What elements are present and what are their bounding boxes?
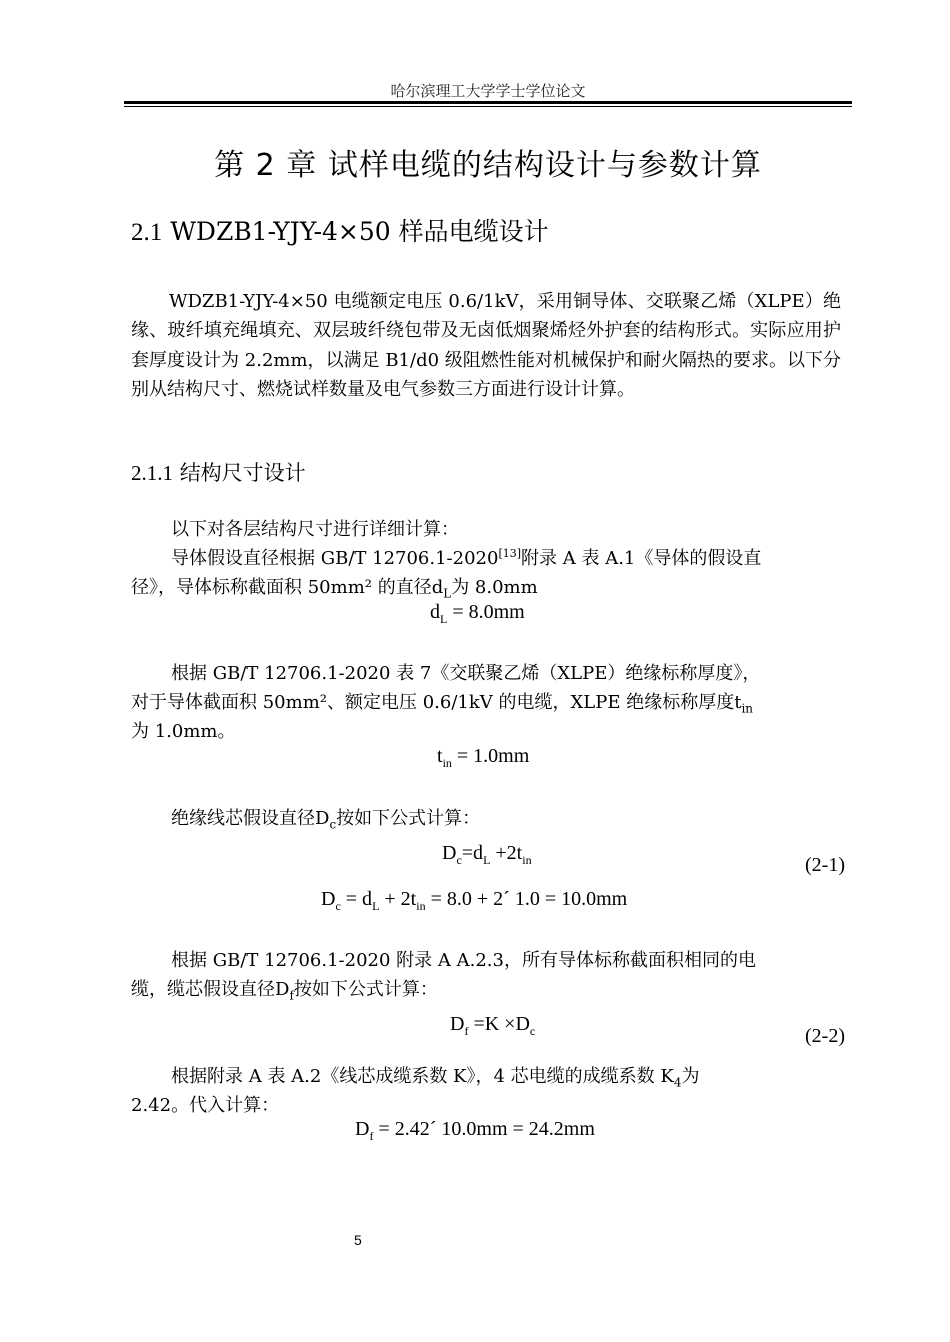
- subsection-number: 2.1.1: [131, 461, 173, 485]
- header-rule-thick: [124, 101, 852, 104]
- section-title: WDZB1-YJY-4×50 样品电缆设计: [170, 217, 549, 246]
- p6-text-a: 根据附录 A 表 A.2《线芯成缆系数 K》，4 芯电缆的成缆系数 K: [171, 1066, 674, 1087]
- p4-text-a: 绝缘线芯假设直径D: [171, 808, 330, 829]
- equation-2-1: [442, 842, 532, 868]
- p5-text-b: 按如下公式计算：: [293, 979, 438, 1000]
- p5-text-a: 缆，缆芯假设直径D: [131, 979, 290, 1000]
- eq1c-d: = 8.0 + 2´ 1.0 = 10.0mm: [425, 888, 628, 910]
- subsection-heading: [131, 457, 306, 487]
- p5-sub: f: [289, 988, 294, 1003]
- p6-text-b: 为: [681, 1066, 700, 1087]
- eq2c-b: = 2.42´ 10.0mm = 24.2mm: [373, 1118, 595, 1140]
- subsection-title: 结构尺寸设计: [179, 461, 306, 485]
- running-header: 哈尔滨理工大学学士学位论文: [390, 82, 586, 100]
- paragraph-2-line-1: [131, 544, 881, 570]
- paragraph-5-line-2: [131, 975, 841, 1003]
- paragraph-5-line-1: 根据 GB/T 12706.1-2020 附录 A A.2.3，所有导体标称截面积相同的电: [171, 950, 756, 971]
- eq1c-c-sub: in: [416, 899, 426, 913]
- equation-2-2-calc: [355, 1118, 595, 1144]
- intro-paragraph: WDZB1-YJY-4×50 电缆额定电压 0.6/1kV，采用铜导体、交联聚乙烯（XLPE）绝缘、玻纤填充绳填充、双层玻纤绕包带及无卤低烟聚烯烃外护套的结构形式。实际应用护套厚度设计为 2.2mm，以满足 B1/d0 级阻燃性能对机械保护和耐火隔热的要求。以下分别从结构尺寸、燃烧试样数量及电气参数三方面进行设计计算。: [131, 291, 841, 401]
- section-number: 2.1: [131, 219, 163, 246]
- eq2-a-sub: f: [464, 1024, 469, 1038]
- eq-tin-sub: in: [442, 756, 452, 770]
- equation-number-2-1: (2-1): [805, 854, 845, 876]
- eq1c-b: = d: [340, 888, 373, 910]
- section-heading: [131, 212, 549, 248]
- header-rule-thin: [124, 106, 852, 107]
- eq1c-a: D: [321, 888, 336, 910]
- eq2-b-sub: c: [529, 1024, 536, 1038]
- chapter-title: 第 2 章 试样电缆的结构设计与参数计算: [214, 148, 762, 183]
- eq2c-a: D: [355, 1118, 370, 1140]
- equation-2-2: [450, 1013, 535, 1039]
- eq1-b: =d: [461, 842, 484, 864]
- p4-sub: c: [329, 817, 337, 832]
- paragraph-1: 以下对各层结构尺寸进行详细计算：: [171, 519, 459, 540]
- eq2-b: =K ×D: [468, 1013, 530, 1035]
- eq1c-b-sub: L: [372, 899, 380, 913]
- eq-dl-sym: d: [430, 601, 440, 623]
- p3-sub: in: [741, 701, 754, 716]
- paragraph-6-line-2: 2.42。代入计算：: [131, 1095, 280, 1116]
- equation-tin: [437, 745, 529, 771]
- eq2-a: D: [450, 1013, 465, 1035]
- paragraph-6-line-1: [131, 1062, 881, 1090]
- page-number: 5: [354, 1232, 362, 1248]
- eq-tin-rhs: = 1.0mm: [451, 745, 530, 767]
- p2-text-a: 导体假设直径根据 GB/T 12706.1-2020: [171, 548, 499, 569]
- eq1-c-sub: in: [522, 853, 532, 867]
- p6-sub: 4: [673, 1075, 682, 1090]
- paragraph-3-line-1: 根据 GB/T 12706.1-2020 表 7《交联聚乙烯（XLPE）绝缘标称厚度》，: [171, 663, 761, 684]
- paragraph-3-line-3: 为 1.0mm。: [131, 721, 236, 742]
- eq1c-a-sub: c: [335, 899, 341, 913]
- p4-text-b: 按如下公式计算：: [336, 808, 481, 829]
- eq1-a-sub: c: [456, 853, 462, 867]
- p3-text-a: 对于导体截面积 50mm²、额定电压 0.6/1kV 的电缆，XLPE 绝缘标称厚度t: [131, 692, 742, 713]
- eq1-b-sub: L: [483, 853, 491, 867]
- equation-number-2-2: (2-2): [805, 1025, 845, 1047]
- eq-dl-rhs: = 8.0mm: [447, 601, 525, 623]
- eq1-c: +2t: [490, 842, 523, 864]
- paragraph-3-line-2: [131, 688, 841, 716]
- eq1-a: D: [442, 842, 457, 864]
- equation-dl: [430, 601, 525, 627]
- citation-ref: [13]: [498, 547, 522, 560]
- p2-text-d: 为 8.0mm: [451, 577, 538, 598]
- equation-2-1-calc: [321, 888, 627, 914]
- eq1c-c: + 2t: [379, 888, 417, 910]
- paragraph-2-line-2: [131, 573, 841, 601]
- p2-text-b: 附录 A 表 A.1《导体的假设直: [521, 548, 762, 569]
- eq-tin-sym: t: [437, 745, 443, 767]
- eq-dl-sub: L: [440, 612, 448, 626]
- paragraph-4: [131, 804, 881, 832]
- p2-text-c: 径》，导体标称截面积 50mm² 的直径d: [131, 577, 444, 598]
- eq2c-a-sub: f: [369, 1129, 374, 1143]
- p2-sub: L: [443, 586, 452, 601]
